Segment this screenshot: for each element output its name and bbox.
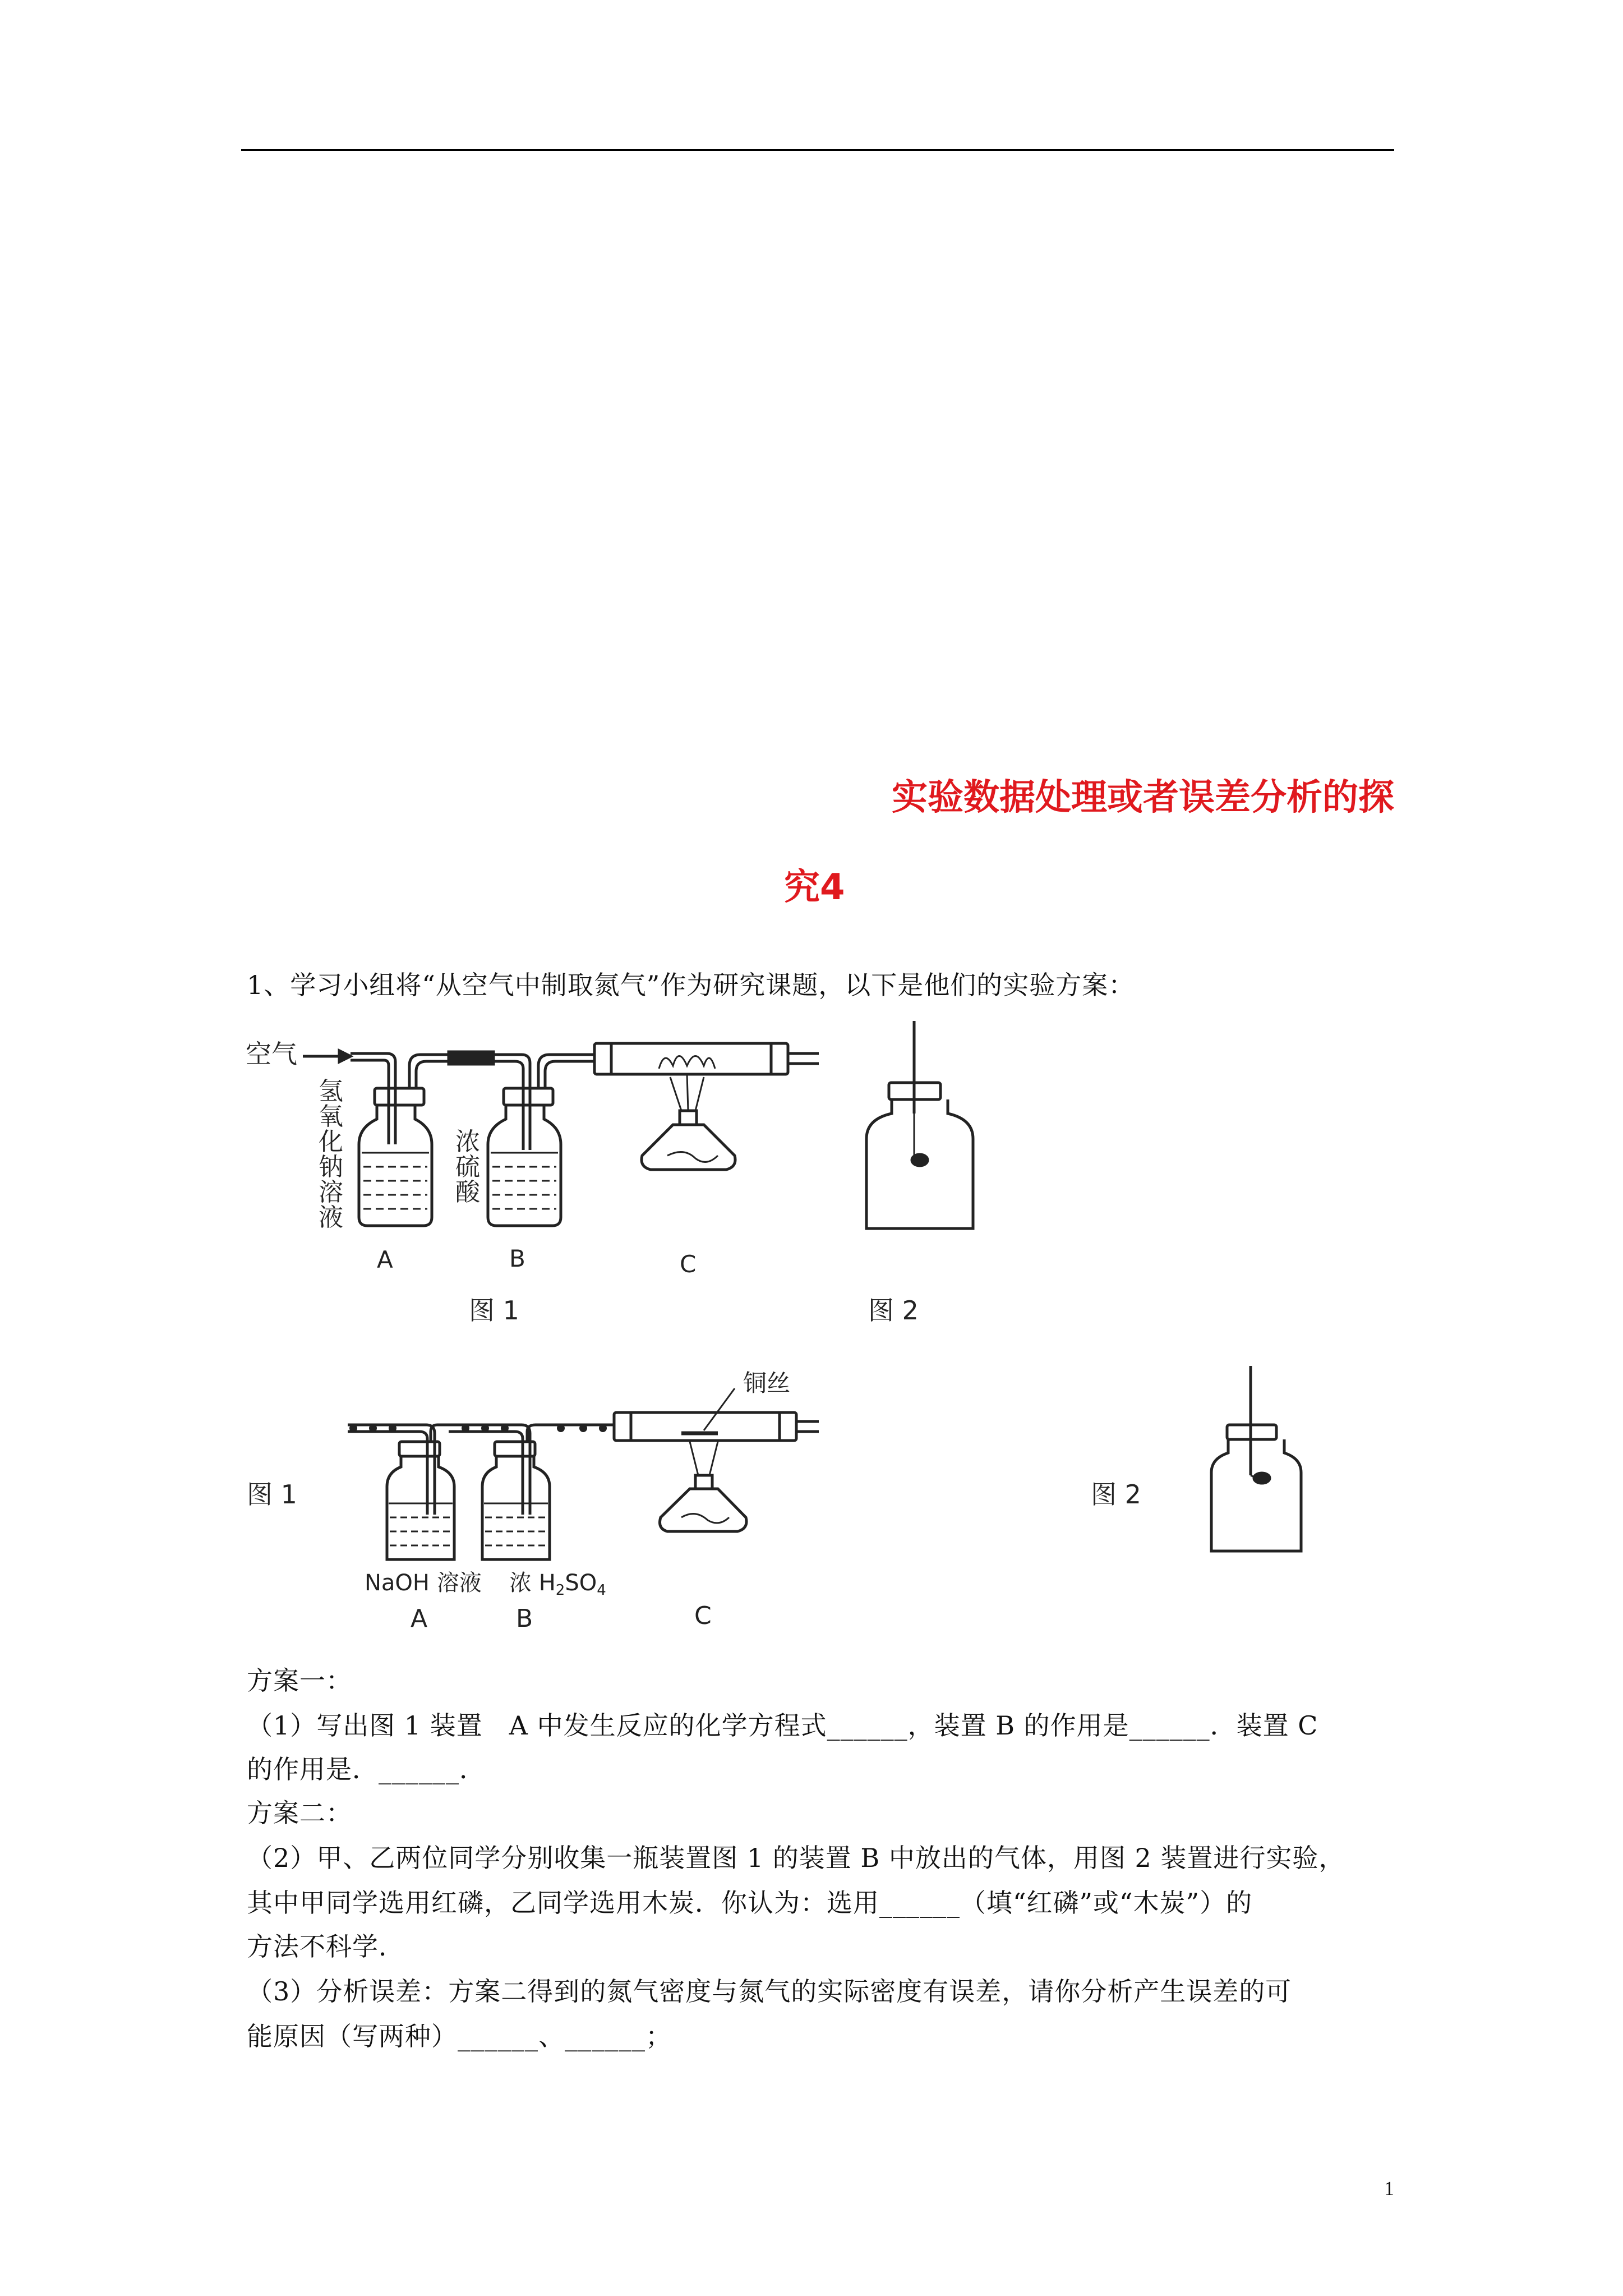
label-a-1: A	[377, 1246, 393, 1273]
naoh-label: NaOH 溶液	[365, 1570, 482, 1596]
fig1-caption-bottom: 图 1	[247, 1479, 297, 1510]
reagent-a-char-3: 化	[319, 1128, 343, 1156]
reagent-a-char-4: 钠	[319, 1153, 343, 1181]
h2so4-prefix: 浓 H	[509, 1570, 556, 1596]
h2so4-label	[509, 1570, 606, 1599]
reagent-a-char-6: 液	[319, 1203, 343, 1232]
reagent-a-char-2: 氧	[319, 1102, 343, 1131]
reagent-b-char-3: 酸	[455, 1178, 480, 1207]
label-c-2: C	[694, 1602, 712, 1630]
h2so4-mid: SO	[565, 1570, 597, 1596]
scheme-two-heading: 方案二：	[247, 1798, 352, 1828]
air-label: 空气	[246, 1039, 297, 1069]
reagent-b-char-1: 浓	[455, 1128, 480, 1156]
h2so4-sub-1: 2	[555, 1582, 565, 1599]
scheme-one-heading: 方案一：	[247, 1665, 352, 1696]
label-b-1: B	[509, 1245, 525, 1272]
document-title-line2: 究4	[784, 867, 845, 908]
question-3-line-1: （3）分析误差：方案二得到的氮气密度与氮气的实际密度有误差，请你分析产生误差的可	[247, 1976, 1292, 2007]
question-intro: 1、学习小组将“从空气中制取氮气”作为研究课题，以下是他们的实验方案：	[247, 970, 1135, 1000]
question-3-line-2: 能原因（写两种）______、______；	[247, 2021, 672, 2051]
question-1-line-2: 的作用是．______．	[247, 1754, 486, 1784]
fig2-caption-bottom: 图 2	[1091, 1479, 1141, 1510]
label-c-1: C	[680, 1250, 697, 1278]
document-title-line1: 实验数据处理或者误差分析的探	[892, 777, 1394, 818]
reagent-a-char-1: 氢	[319, 1077, 343, 1106]
reagent-b-char-2: 硫	[455, 1153, 480, 1181]
question-1-line-1: （1）写出图 1 装置 A 中发生反应的化学方程式______，装置 B 的作用是______．装置 C	[247, 1710, 1318, 1741]
question-2-line-3: 方法不科学．	[247, 1931, 405, 1962]
question-2-line-2: 其中甲同学选用红磷，乙同学选用木炭．你认为：选用______（填“红磷”或“木炭”）的	[247, 1888, 1253, 1918]
fig1-caption-top: 图 1	[469, 1295, 519, 1326]
label-a-2: A	[411, 1604, 428, 1633]
h2so4-sub-2: 4	[597, 1582, 606, 1599]
fig2-caption-top: 图 2	[868, 1295, 919, 1326]
reagent-a-char-5: 溶	[319, 1178, 343, 1207]
page-number: 1	[1384, 2177, 1394, 2200]
question-2-line-1: （2）甲、乙两位同学分别收集一瓶装置图 1 的装置 B 中放出的气体，用图 2 装置进行实验，	[247, 1843, 1345, 1873]
label-b-2: B	[516, 1604, 533, 1633]
copper-wire-label: 铜丝	[743, 1369, 791, 1397]
